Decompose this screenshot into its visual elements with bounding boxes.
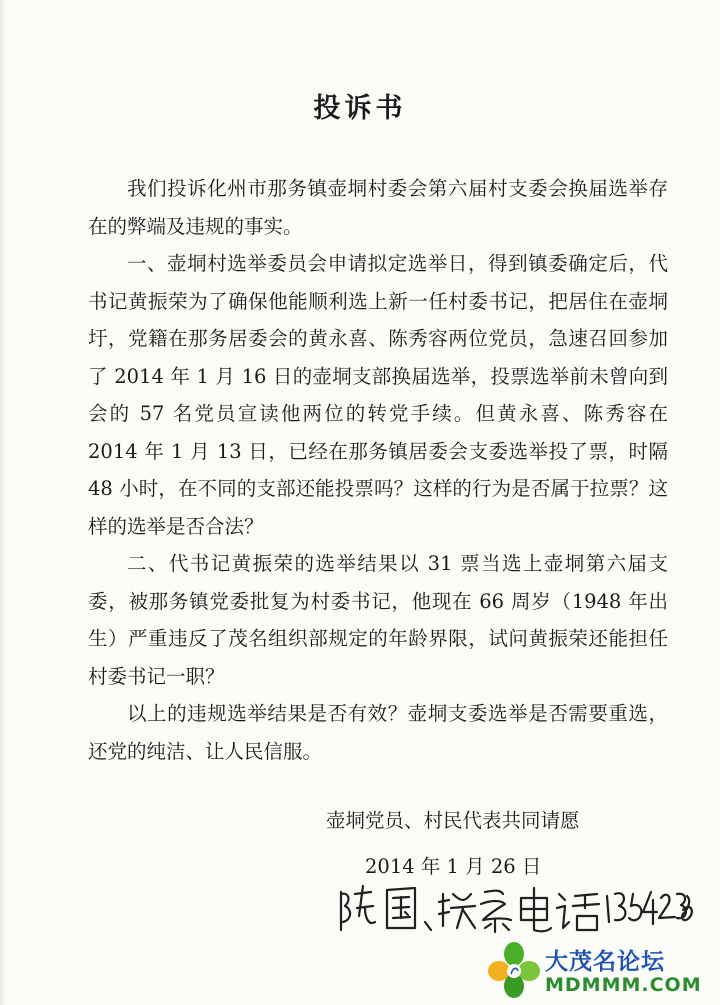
handwritten-signature-drawing (335, 872, 695, 942)
intro-paragraph: 我们投诉化州市那务镇壶垌村委会第六届村支委会换届选举存在的弊端及违规的事实。 (88, 177, 668, 238)
letter-date: 2014 年 1 月 26 日 (365, 855, 542, 878)
petitioners-line: 壶垌党员、村民代表共同请愿 (326, 809, 580, 832)
forum-domain: MDMMM.COM (545, 974, 702, 996)
forum-name: 大茂名论坛 (545, 949, 665, 975)
clover-logo-icon (487, 941, 541, 1001)
complaint-point-1: 一、壶垌村选举委员会申请拟定选举日，得到镇委确定后，代书记黄振荣为了确保他能顺利选上新一任村委书记，把居住在壶垌圩，党籍在那务居委会的黄永喜、陈秀容两位党员，急速召回参加了 2014 年 1 月 16 日的壶垌支部换届选举，投票选举前未曾向到会的 57 名党员宣读他两位的转党手续。但黄永喜、陈秀容在 2014 年 1 月 13 日，已经在那务镇居委会支委选举投了票，时隔 48 小时，在不同的支部还能投票吗？这样的行为是否属于拉票？这样的选举是否合法？ (88, 252, 668, 538)
forum-watermark (487, 941, 707, 1001)
letter-body (88, 170, 668, 770)
handwritten-signature-contact (335, 872, 695, 942)
complaint-point-2: 二、代书记黄振荣的选举结果以 31 票当选上壶垌第六届支委，被那务镇党委批复为村委书记，他现在 66 周岁（1948 年出生）严重违反了茂名组织部规定的年龄界限，试问黄振荣还能担任村委书记一职？ (88, 552, 668, 688)
closing-paragraph: 以上的违规选举结果是否有效？壶垌支委选举是否需要重选，还党的纯洁、让人民信服。 (88, 702, 668, 763)
page-title: 投诉书 (313, 93, 407, 124)
